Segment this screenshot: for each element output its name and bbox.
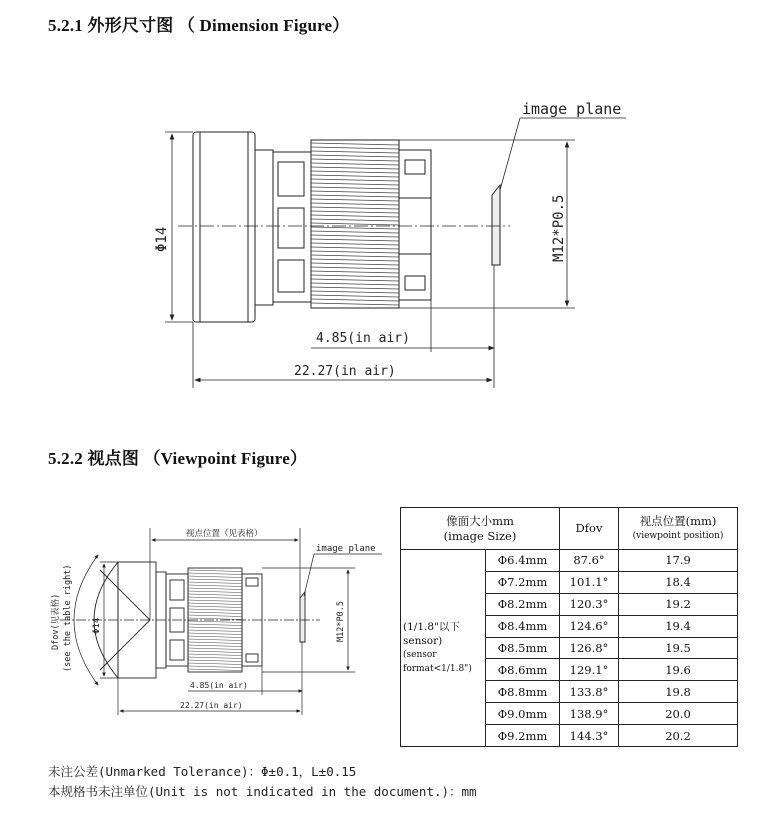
cell-vp: 19.6 bbox=[619, 659, 738, 681]
dim-total-length-label-small: 22.27(in air) bbox=[180, 701, 243, 710]
cell-size: Φ7.2mm bbox=[486, 571, 560, 593]
cell-size: Φ9.0mm bbox=[486, 703, 560, 725]
cell-vp: 19.8 bbox=[619, 681, 738, 703]
dfov-label-en: (see the table right) bbox=[63, 564, 73, 672]
col-viewpoint: 视点位置(mm) (viewpoint position) bbox=[619, 508, 738, 550]
cell-vp: 19.4 bbox=[619, 615, 738, 637]
cell-vp: 19.2 bbox=[619, 593, 738, 615]
unit-note: 本规格书未注单位(Unit is not indicated in the document.)：mm bbox=[48, 784, 477, 799]
viewpoint-label: 视点位置（见表格） bbox=[186, 529, 263, 539]
sensor-format-cell: (1/1.8"以下 sensor) (sensor format<1/1.8") bbox=[401, 550, 486, 747]
cell-vp: 19.5 bbox=[619, 637, 738, 659]
cell-dfov: 87.6° bbox=[560, 550, 619, 572]
cell-size: Φ6.4mm bbox=[486, 550, 560, 572]
table-header-row bbox=[401, 508, 738, 550]
viewpoint-figure-heading: 5.2.2 视点图 （Viewpoint Figure） bbox=[48, 449, 308, 468]
cell-dfov: 101.1° bbox=[560, 571, 619, 593]
cell-vp: 17.9 bbox=[619, 550, 738, 572]
cell-size: Φ8.2mm bbox=[486, 593, 560, 615]
cell-size: Φ8.5mm bbox=[486, 637, 560, 659]
diameter-label-small: Φ14 bbox=[92, 617, 102, 634]
tolerance-note: 未注公差(Unmarked Tolerance)：Φ±0.1，L±0.15 bbox=[48, 764, 357, 779]
cell-size: Φ8.8mm bbox=[486, 681, 560, 703]
lens-neck bbox=[255, 150, 273, 305]
lens-front-barrel bbox=[193, 132, 255, 322]
col-dfov: Dfov bbox=[560, 508, 619, 550]
cell-vp: 18.4 bbox=[619, 571, 738, 593]
image-plane-label-small: image plane bbox=[316, 544, 376, 554]
dfov-label: Dfov(见表格) bbox=[51, 593, 61, 650]
diameter-label: Φ14 bbox=[154, 226, 170, 252]
cell-dfov: 144.3° bbox=[560, 725, 619, 747]
cell-vp: 20.0 bbox=[619, 703, 738, 725]
cell-size: Φ8.4mm bbox=[486, 615, 560, 637]
thread-label-small: M12*P0.5 bbox=[336, 601, 346, 642]
cell-size: Φ8.6mm bbox=[486, 659, 560, 681]
image-plane-hatch bbox=[492, 185, 500, 265]
cell-dfov: 138.9° bbox=[560, 703, 619, 725]
image-plane-label: image plane bbox=[522, 100, 622, 118]
cell-dfov: 120.3° bbox=[560, 593, 619, 615]
table-row bbox=[401, 550, 738, 572]
dim-total-length-label: 22.27(in air) bbox=[294, 364, 396, 379]
cell-dfov: 126.8° bbox=[560, 637, 619, 659]
lens-rear bbox=[399, 150, 431, 300]
cell-dfov: 129.1° bbox=[560, 659, 619, 681]
cell-vp: 20.2 bbox=[619, 725, 738, 747]
dim-back-focal-label-small: 4.85(in air) bbox=[190, 681, 248, 690]
dimension-figure-heading: 5.2.1 外形尺寸图 （ Dimension Figure） bbox=[48, 16, 350, 35]
cell-dfov: 133.8° bbox=[560, 681, 619, 703]
viewpoint-table bbox=[400, 507, 738, 747]
viewpoint-table-body bbox=[401, 550, 738, 747]
dim-back-focal-label: 4.85(in air) bbox=[316, 331, 410, 346]
cell-dfov: 124.6° bbox=[560, 615, 619, 637]
cell-size: Φ9.2mm bbox=[486, 725, 560, 747]
thread-label: M12*P0.5 bbox=[551, 194, 567, 262]
col-image-size: 像面大小mm (image Size) bbox=[401, 508, 560, 550]
lens-body bbox=[273, 152, 311, 302]
